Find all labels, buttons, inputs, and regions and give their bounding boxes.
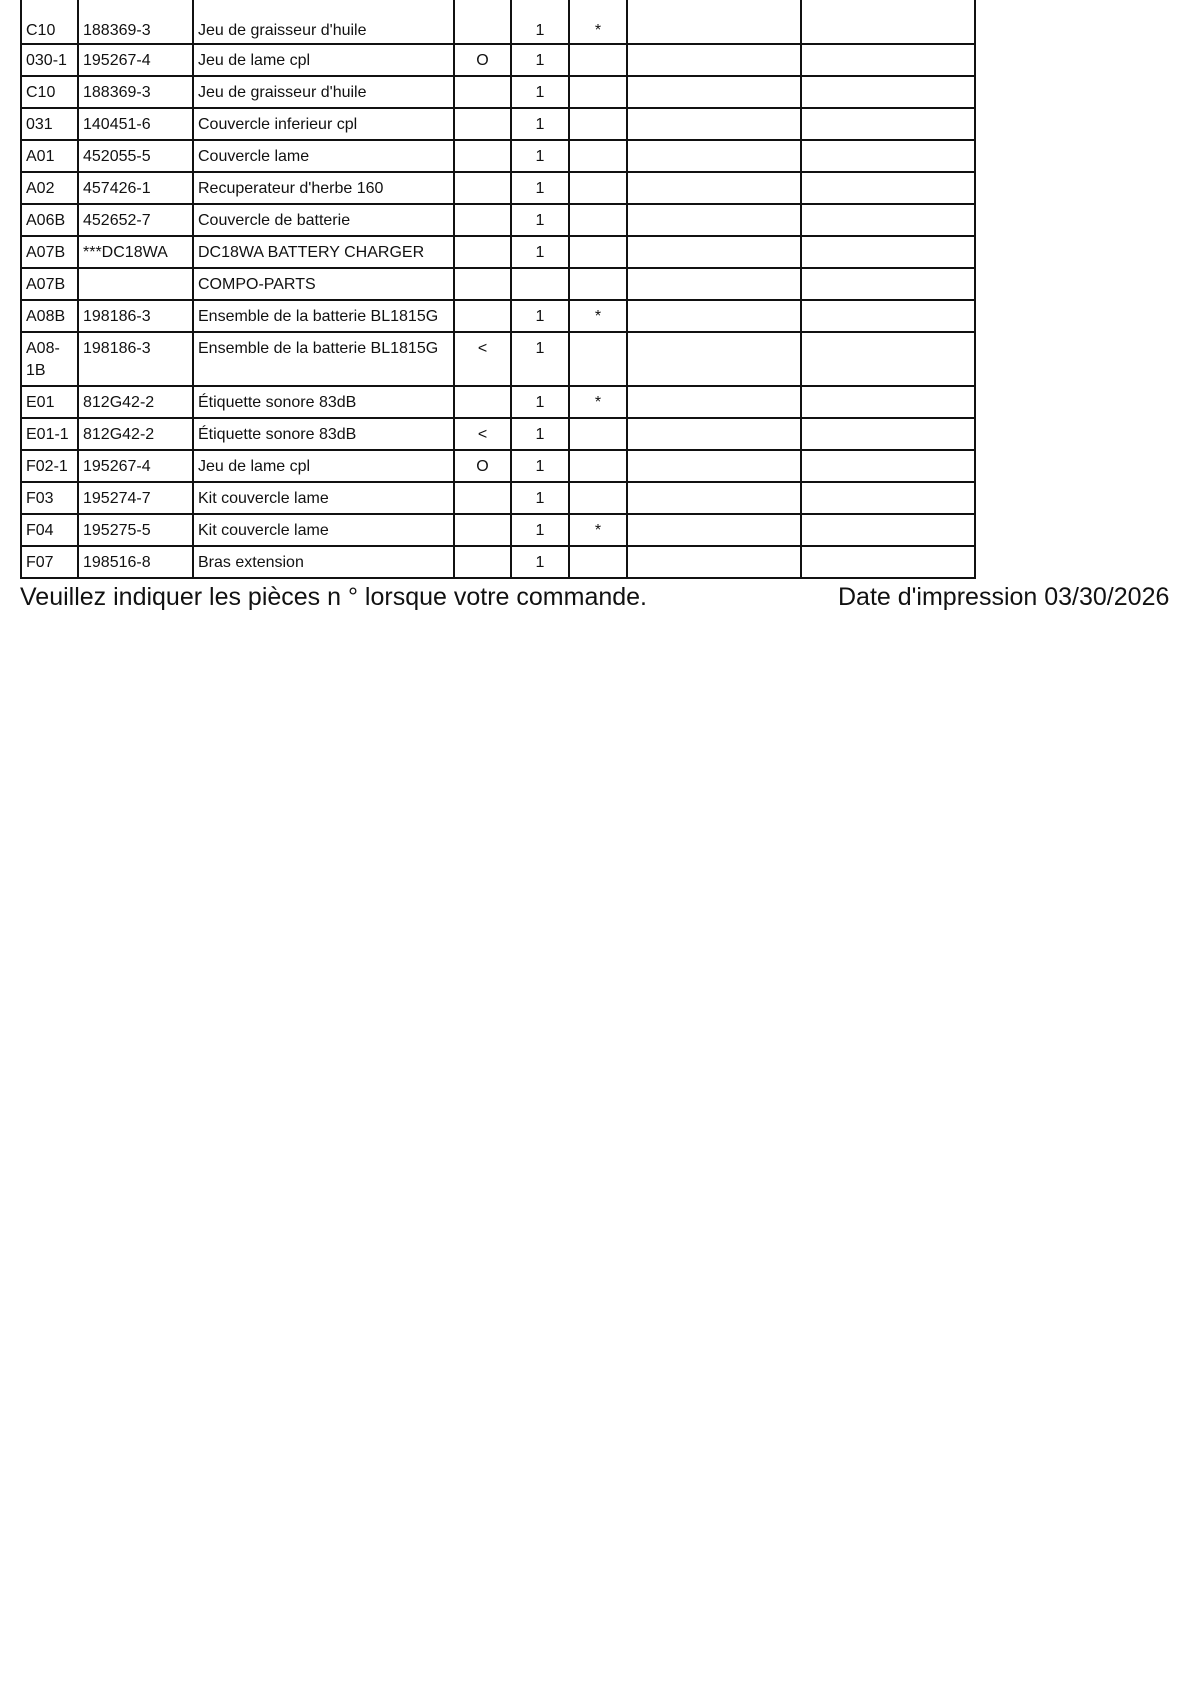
part-number-cell: 198186-3: [78, 332, 193, 386]
flag-cell: [454, 236, 511, 268]
ref-key-cell: 030-1: [21, 44, 78, 76]
mark-cell: [569, 76, 627, 108]
blank-cell: [627, 546, 801, 578]
blank-cell: [627, 300, 801, 332]
blank-cell: [801, 172, 975, 204]
description-cell: Ensemble de la batterie BL1815G: [193, 300, 454, 332]
blank-cell: [801, 450, 975, 482]
blank-cell: [801, 482, 975, 514]
table-row: [21, 418, 975, 450]
blank-cell: [801, 300, 975, 332]
blank-cell: [801, 44, 975, 76]
part-number-cell: 452055-5: [78, 140, 193, 172]
quantity-cell: 1: [511, 76, 569, 108]
description-cell: Jeu de lame cpl: [193, 44, 454, 76]
description-cell: COMPO-PARTS: [193, 268, 454, 300]
quantity-cell: 1: [511, 546, 569, 578]
parts-table: [20, 0, 976, 579]
blank-cell: [801, 108, 975, 140]
blank-cell: [627, 514, 801, 546]
quantity-cell: 1: [511, 140, 569, 172]
ref-key-cell: E01: [21, 386, 78, 418]
table-row: [21, 268, 975, 300]
blank-cell: [627, 332, 801, 386]
blank-cell: [627, 482, 801, 514]
quantity-cell: 1: [511, 332, 569, 386]
ref-key-cell: 031: [21, 108, 78, 140]
ref-key-cell: A08B: [21, 300, 78, 332]
ref-key-cell: A07B: [21, 236, 78, 268]
table-row: [21, 44, 975, 76]
table-row: [21, 172, 975, 204]
description-cell: Couvercle lame: [193, 140, 454, 172]
ref-key-cell: C10: [21, 0, 78, 44]
description-cell: Ensemble de la batterie BL1815G: [193, 332, 454, 386]
flag-cell: [454, 482, 511, 514]
ref-key-cell: F03: [21, 482, 78, 514]
table-row: [21, 450, 975, 482]
description-cell: Recuperateur d'herbe 160: [193, 172, 454, 204]
parts-table-body: [21, 0, 975, 578]
ref-key-cell: C10: [21, 76, 78, 108]
description-cell: Couvercle inferieur cpl: [193, 108, 454, 140]
blank-cell: [801, 418, 975, 450]
blank-cell: [627, 172, 801, 204]
blank-cell: [801, 204, 975, 236]
part-number-cell: 195267-4: [78, 450, 193, 482]
flag-cell: [454, 300, 511, 332]
mark-cell: [569, 140, 627, 172]
quantity-cell: 1: [511, 482, 569, 514]
part-number-cell: 457426-1: [78, 172, 193, 204]
ref-key-cell: A01: [21, 140, 78, 172]
blank-cell: [627, 418, 801, 450]
table-row: [21, 514, 975, 546]
flag-cell: [454, 172, 511, 204]
blank-cell: [627, 0, 801, 44]
quantity-cell: [511, 268, 569, 300]
flag-cell: [454, 108, 511, 140]
table-row: [21, 108, 975, 140]
ref-key-cell: E01-1: [21, 418, 78, 450]
flag-cell: [454, 204, 511, 236]
part-number-cell: 188369-3: [78, 0, 193, 44]
table-row: [21, 482, 975, 514]
quantity-cell: 1: [511, 44, 569, 76]
table-row: [21, 140, 975, 172]
mark-cell: *: [569, 386, 627, 418]
table-row: [21, 386, 975, 418]
description-cell: Couvercle de batterie: [193, 204, 454, 236]
quantity-cell: 1: [511, 386, 569, 418]
blank-cell: [801, 76, 975, 108]
mark-cell: [569, 204, 627, 236]
mark-cell: [569, 482, 627, 514]
part-number-cell: ***DC18WA: [78, 236, 193, 268]
order-note: Veuillez indiquer les pièces n ° lorsque votre commande.: [20, 583, 648, 611]
quantity-cell: 1: [511, 204, 569, 236]
blank-cell: [627, 140, 801, 172]
flag-cell: [454, 386, 511, 418]
blank-cell: [627, 108, 801, 140]
blank-cell: [801, 236, 975, 268]
blank-cell: [627, 236, 801, 268]
flag-cell: [454, 546, 511, 578]
flag-cell: [454, 140, 511, 172]
quantity-cell: 1: [511, 0, 569, 44]
part-number-cell: 452652-7: [78, 204, 193, 236]
part-number-cell: 812G42-2: [78, 418, 193, 450]
part-number-cell: 195275-5: [78, 514, 193, 546]
blank-cell: [627, 450, 801, 482]
mark-cell: [569, 44, 627, 76]
quantity-cell: 1: [511, 172, 569, 204]
flag-cell: O: [454, 44, 511, 76]
table-row: [21, 204, 975, 236]
quantity-cell: 1: [511, 300, 569, 332]
flag-cell: [454, 268, 511, 300]
blank-cell: [801, 0, 975, 44]
quantity-cell: 1: [511, 236, 569, 268]
flag-cell: <: [454, 332, 511, 386]
ref-key-cell: A02: [21, 172, 78, 204]
description-cell: Kit couvercle lame: [193, 482, 454, 514]
mark-cell: [569, 418, 627, 450]
quantity-cell: 1: [511, 418, 569, 450]
description-cell: Bras extension: [193, 546, 454, 578]
ref-key-cell: F04: [21, 514, 78, 546]
quantity-cell: 1: [511, 108, 569, 140]
mark-cell: [569, 546, 627, 578]
print-date: Date d'impression 03/30/2026: [838, 583, 1170, 611]
ref-key-cell: A07B: [21, 268, 78, 300]
blank-cell: [627, 76, 801, 108]
description-cell: Jeu de graisseur d'huile: [193, 76, 454, 108]
part-number-cell: [78, 268, 193, 300]
part-number-cell: 812G42-2: [78, 386, 193, 418]
blank-cell: [627, 204, 801, 236]
part-number-cell: 195267-4: [78, 44, 193, 76]
table-row: [21, 236, 975, 268]
ref-key-cell: A06B: [21, 204, 78, 236]
part-number-cell: 198186-3: [78, 300, 193, 332]
table-row: [21, 76, 975, 108]
description-cell: Jeu de graisseur d'huile: [193, 0, 454, 44]
description-cell: Jeu de lame cpl: [193, 450, 454, 482]
mark-cell: [569, 108, 627, 140]
quantity-cell: 1: [511, 514, 569, 546]
flag-cell: O: [454, 450, 511, 482]
flag-cell: [454, 0, 511, 44]
flag-cell: <: [454, 418, 511, 450]
mark-cell: [569, 172, 627, 204]
mark-cell: *: [569, 514, 627, 546]
mark-cell: [569, 332, 627, 386]
part-number-cell: 140451-6: [78, 108, 193, 140]
description-cell: Kit couvercle lame: [193, 514, 454, 546]
description-cell: DC18WA BATTERY CHARGER: [193, 236, 454, 268]
description-cell: Étiquette sonore 83dB: [193, 418, 454, 450]
quantity-cell: 1: [511, 450, 569, 482]
blank-cell: [801, 546, 975, 578]
mark-cell: [569, 268, 627, 300]
part-number-cell: 188369-3: [78, 76, 193, 108]
blank-cell: [801, 332, 975, 386]
ref-key-cell: F02-1: [21, 450, 78, 482]
part-number-cell: 198516-8: [78, 546, 193, 578]
mark-cell: *: [569, 300, 627, 332]
table-row: [21, 546, 975, 578]
blank-cell: [627, 44, 801, 76]
blank-cell: [627, 268, 801, 300]
ref-key-cell: A08-1B: [21, 332, 78, 386]
blank-cell: [801, 386, 975, 418]
blank-cell: [801, 268, 975, 300]
ref-key-cell: F07: [21, 546, 78, 578]
blank-cell: [627, 386, 801, 418]
table-row: [21, 332, 975, 386]
flag-cell: [454, 514, 511, 546]
part-number-cell: 195274-7: [78, 482, 193, 514]
table-row: [21, 0, 975, 44]
flag-cell: [454, 76, 511, 108]
mark-cell: [569, 236, 627, 268]
table-row: [21, 300, 975, 332]
mark-cell: *: [569, 0, 627, 44]
blank-cell: [801, 514, 975, 546]
mark-cell: [569, 450, 627, 482]
description-cell: Étiquette sonore 83dB: [193, 386, 454, 418]
blank-cell: [801, 140, 975, 172]
